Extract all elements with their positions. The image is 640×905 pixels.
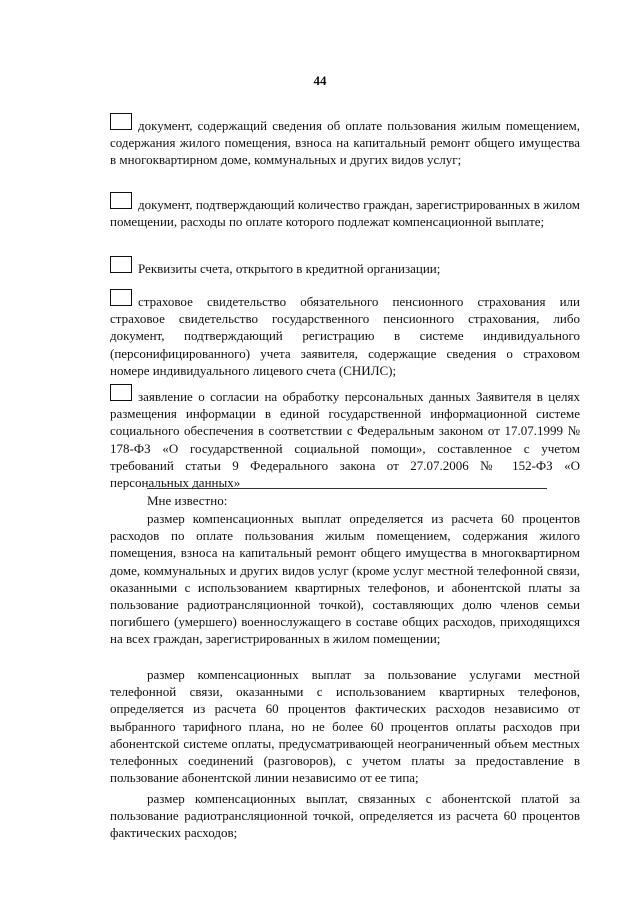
paragraph-compensation-telephone: размер компенсационных выплат за пользование услугами местной телефонной связи, оказанными с использованием квартирных телефонов, определяется из расчета 60 процентов фактических расходов независимо от выбранного тарифного плана, но не более 60 процентов оплаты расходов при абонентской системе оплаты, предусматривающей неограниченный объем местных телефонных соединений (разговоров), с учетом платы за предоставление в пользование абонентской линии независимо от ее типа;	[110, 667, 580, 786]
checkbox[interactable]	[110, 289, 132, 306]
checkbox[interactable]	[110, 192, 132, 209]
checkbox-item-data-consent	[110, 388, 580, 491]
checkbox-item-text: страховое свидетельство обязательного пенсионного страхования или страховое свидетельство государственного пенсионного страхования, либо документ, подтверждающий регистрацию в системе индивидуального (персонифицированного) учета заявителя, содержащие сведения о страховом номере индивидуального лицевого счета (СНИЛС);	[110, 294, 580, 378]
checkbox-item-text: документ, подтверждающий количество граждан, зарегистрированных в жилом помещении, расходы по оплате которого подлежат компенсационной выплате;	[110, 197, 580, 230]
paragraph-compensation-radio: размер компенсационных выплат, связанных с абонентской платой за пользование радиотрансляционной точкой, определяется из расчета 60 процентов фактических расходов;	[110, 791, 580, 841]
checkbox-item-payment-document	[110, 117, 580, 169]
checkbox[interactable]	[110, 113, 132, 130]
checkbox-item-snils	[110, 293, 580, 379]
checkbox-item-text: Реквизиты счета, открытого в кредитной организации;	[138, 261, 441, 276]
page-number: 44	[313, 73, 327, 88]
checkbox-item-text: документ, содержащий сведения об оплате пользования жилым помещением, содержания жилого помещения, взноса на капитальный ремонт общего имущества в многоквартирном доме, коммунальных и других видов услуг;	[110, 118, 580, 168]
separator-line	[147, 488, 547, 489]
checkbox[interactable]	[110, 256, 132, 273]
checkbox-item-text: заявление о согласии на обработку персональных данных Заявителя в целях размещения информации в единой государственной информационной системе социального обеспечения в соответствии с Федеральным законом от 17.07.1999 № 178-ФЗ «О государственной социальной помощи», составленное с учетом требований статьи 9 Федерального закона от 27.07.2006 № 152-ФЗ «О персональных данных»	[110, 389, 580, 491]
paragraph-compensation-housing: размер компенсационных выплат определяется из расчета 60 процентов расходов по оплате пользования жилым помещением, содержания жилого помещения, взноса на капитальный ремонт общего имущества в многоквартирном доме, коммунальных и других видов услуг (кроме услуг местной телефонной связи, оказанными с использованием квартирных телефонов, и абонентской платы за пользование радиотрансляционной точкой), составляющих долю членов семьи погибшего (умершего) военнослужащего в составе общих расходов, приходящихся на всех граждан, зарегистрированных в жилом помещении;	[110, 511, 580, 647]
checkbox[interactable]	[110, 384, 132, 401]
checkbox-item-registered-citizens	[110, 196, 580, 230]
known-title: Мне известно:	[147, 493, 228, 508]
checkbox-item-bank-account	[110, 260, 580, 277]
